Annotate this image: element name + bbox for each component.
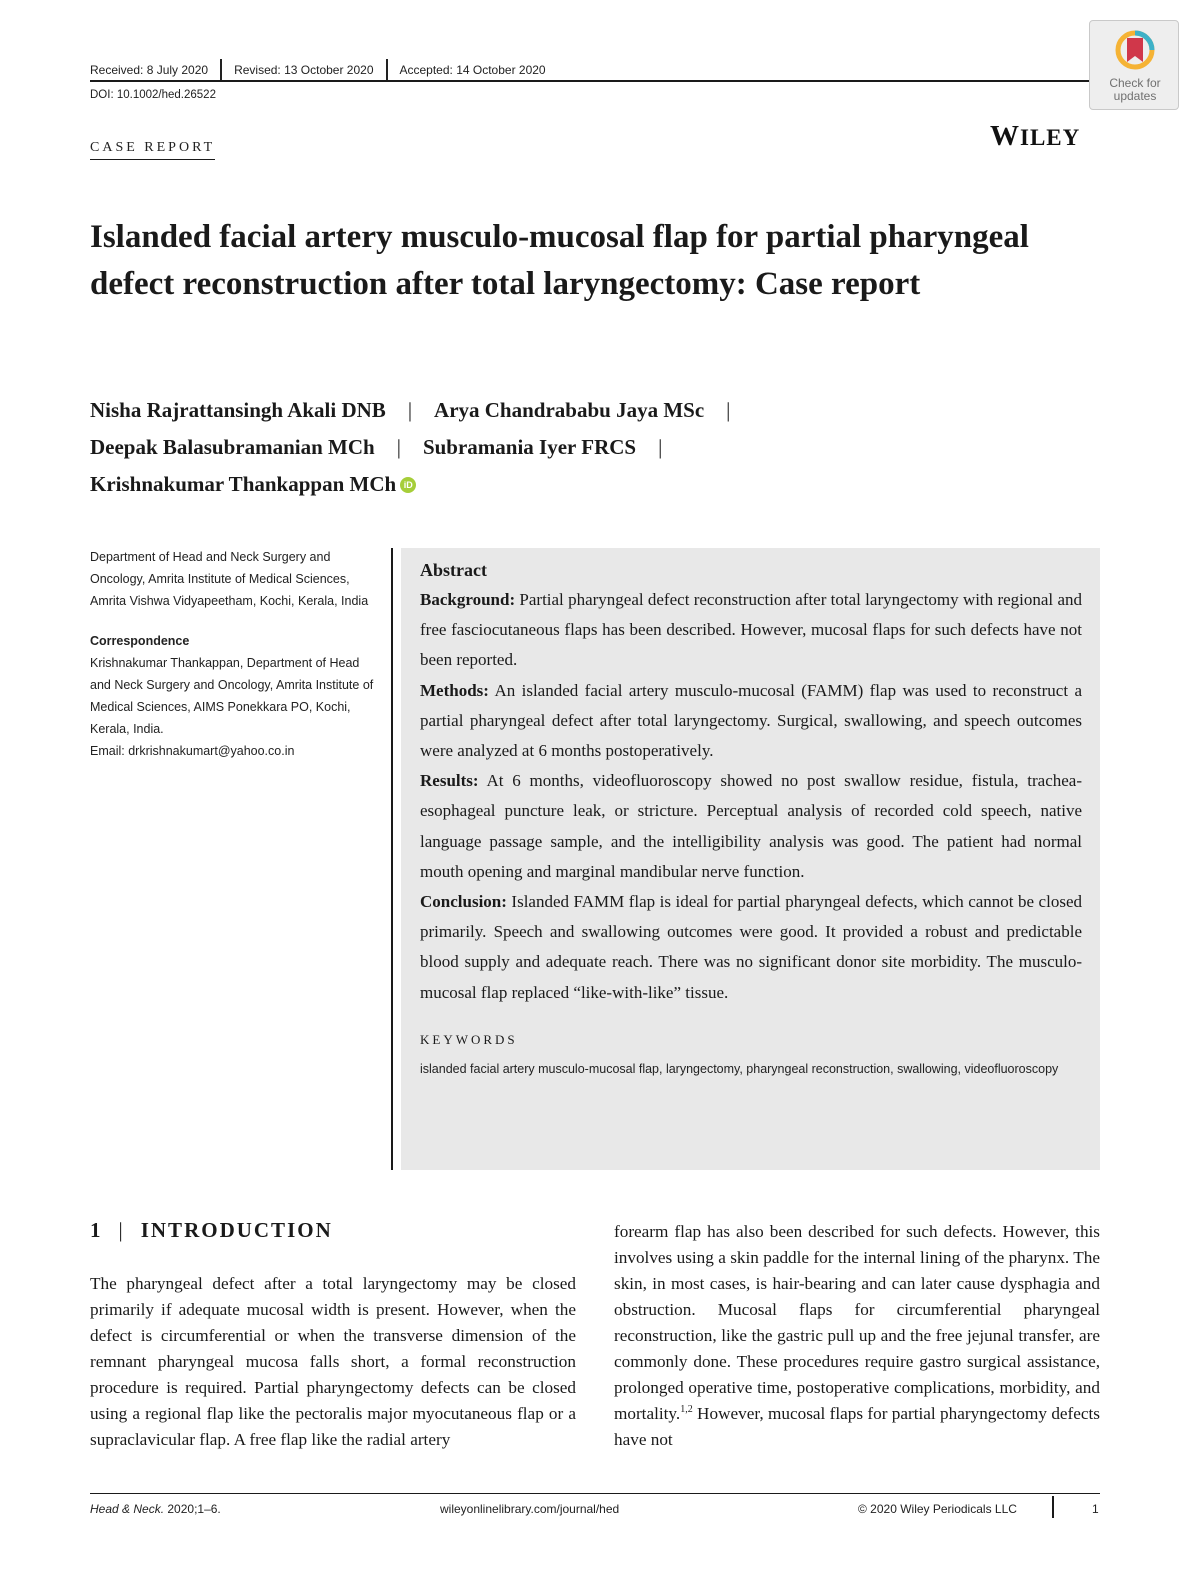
footer-url[interactable]: wileyonlinelibrary.com/journal/hed [440, 1502, 620, 1516]
article-type: CASE REPORT [90, 140, 215, 160]
citation[interactable]: 1,2 [680, 1404, 693, 1415]
doi[interactable]: DOI: 10.1002/hed.26522 [90, 89, 216, 101]
footer-rule [90, 1493, 1100, 1494]
affiliation-block [90, 546, 382, 762]
wiley-logo: WILEY [990, 120, 1081, 152]
abstract-box [401, 548, 1100, 1170]
article-title: Islanded facial artery musculo-mucosal flap for partial pharyngeal defect reconstruction after total laryngectomy: Case report [90, 219, 1029, 302]
accepted-date: Accepted: 14 October 2020 [399, 63, 546, 77]
header-rule [90, 80, 1100, 82]
crossmark-icon [1113, 28, 1157, 74]
footer-separator [1052, 1496, 1054, 1518]
affiliation: Department of Head and Neck Surgery and Oncology, Amrita Institute of Medical Sciences, Amrita Vishwa Vidyapeetham, Kochi, Kerala, India [90, 550, 369, 608]
article-history [90, 60, 546, 80]
author: Subramania Iyer FRCS [422, 435, 637, 459]
correspondence-heading: Correspondence [90, 634, 190, 648]
page-number: 1 [1092, 1502, 1099, 1516]
check-for-updates-label: Check for updates [1109, 76, 1161, 103]
author: Nisha Rajrattansingh Akali DNB [90, 398, 386, 422]
introduction-text-right: forearm flap has also been described for such defects. However, this involves using a skin paddle for the internal lining of the pharynx. The skin, in most cases, is hair-bearing and can later cause dysphagia and obstruction. Mucosal flaps for circumferential pharyngeal reconstruction, like the gastric pull up and the free jejunal transfer, are commonly done. These procedures require gastro surgical assistance, prolonged operative time, postoperative complications, morbidity, and mortality.$^{1,2}$ However, mucosal flaps for partial pharyngectomy defects have not [614, 1222, 1100, 1449]
author: Krishnakumar Thankappan MCh [90, 472, 397, 496]
author-list: Nisha Rajrattansingh Akali DNB | Arya Chandrababu Jaya MSc | Deepak Balasubramanian MCh | Subramania Iyer FRCS | Krishnakumar Thankappan MCh iD [90, 398, 731, 496]
abstract-conclusion: Conclusion: Islanded FAMM flap is ideal for partial pharyngeal defects, which cannot be closed primarily. Speech and swallowing outcomes were good. It provided a robust and predictable blood supply and adequate reach. There was no significant donor site morbidity. The musculo-mucosal flap replaced “like-with-like” tissue. [420, 892, 1082, 1002]
header-separator [220, 59, 222, 81]
abstract-heading: Abstract [420, 560, 487, 580]
check-for-updates-badge[interactable] [1089, 20, 1179, 110]
introduction-text-left: The pharyngeal defect after a total laryngectomy may be closed primarily if adequate mucosal width is present. However, when the defect is circumferential or when the transverse dimension of the remnant pharyngeal mucosa falls short, a formal reconstruction procedure is required. Partial pharyngectomy defects can be closed using a regional flap like the pectoralis major myocutaneous flap or a supraclavicular flap. A free flap like the radial artery [90, 1274, 576, 1449]
header-separator [386, 59, 388, 81]
abstract-results: Results: At 6 months, videofluoroscopy showed no post swallow residue, fistula, trachea-esophageal puncture leak, or stricture. Perceptual analysis of recorded cold speech, native language passage sample, and the intelligibility analysis was good. The patient had normal mouth opening and marginal mandibular nerve function. [420, 771, 1082, 881]
footer-copyright: © 2020 Wiley Periodicals LLC [858, 1502, 1017, 1516]
abstract-methods: Methods: An islanded facial artery musculo-mucosal (FAMM) flap was used to reconstruct a partial pharyngeal defect after total laryngectomy. Surgical, swallowing, and speech outcomes were analyzed at 6 months postoperatively. [420, 680, 1083, 761]
abstract-background: Background: Partial pharyngeal defect reconstruction after total laryngectomy with regional and free fasciocutaneous flaps has been described. However, mucosal flaps for such defects have not been reported. [420, 590, 1082, 670]
footer-journal: Head & Neck. 2020;1–6. [90, 1502, 221, 1516]
revised-date: Revised: 13 October 2020 [234, 63, 374, 77]
orcid-icon[interactable]: iD [400, 477, 416, 493]
keywords-heading: KEYWORDS [420, 1031, 518, 1047]
author: Deepak Balasubramanian MCh [90, 435, 375, 459]
author: Arya Chandrababu Jaya MSc [434, 398, 705, 422]
correspondence-email[interactable]: Email: drkrishnakumart@yahoo.co.in [90, 744, 295, 758]
correspondence-address: Krishnakumar Thankappan, Department of Head and Neck Surgery and Oncology, Amrita Institute of Medical Sciences, AIMS Ponekkara PO, Kochi, Kerala, India. [90, 656, 374, 736]
keywords: islanded facial artery musculo-mucosal flap, laryngectomy, pharyngeal reconstruction, swallowing, videofluoroscopy [420, 1061, 1059, 1076]
received-date: Received: 8 July 2020 [90, 63, 209, 77]
column-divider [391, 548, 393, 1170]
introduction-heading: 1 | INTRODUCTION [90, 1218, 333, 1242]
